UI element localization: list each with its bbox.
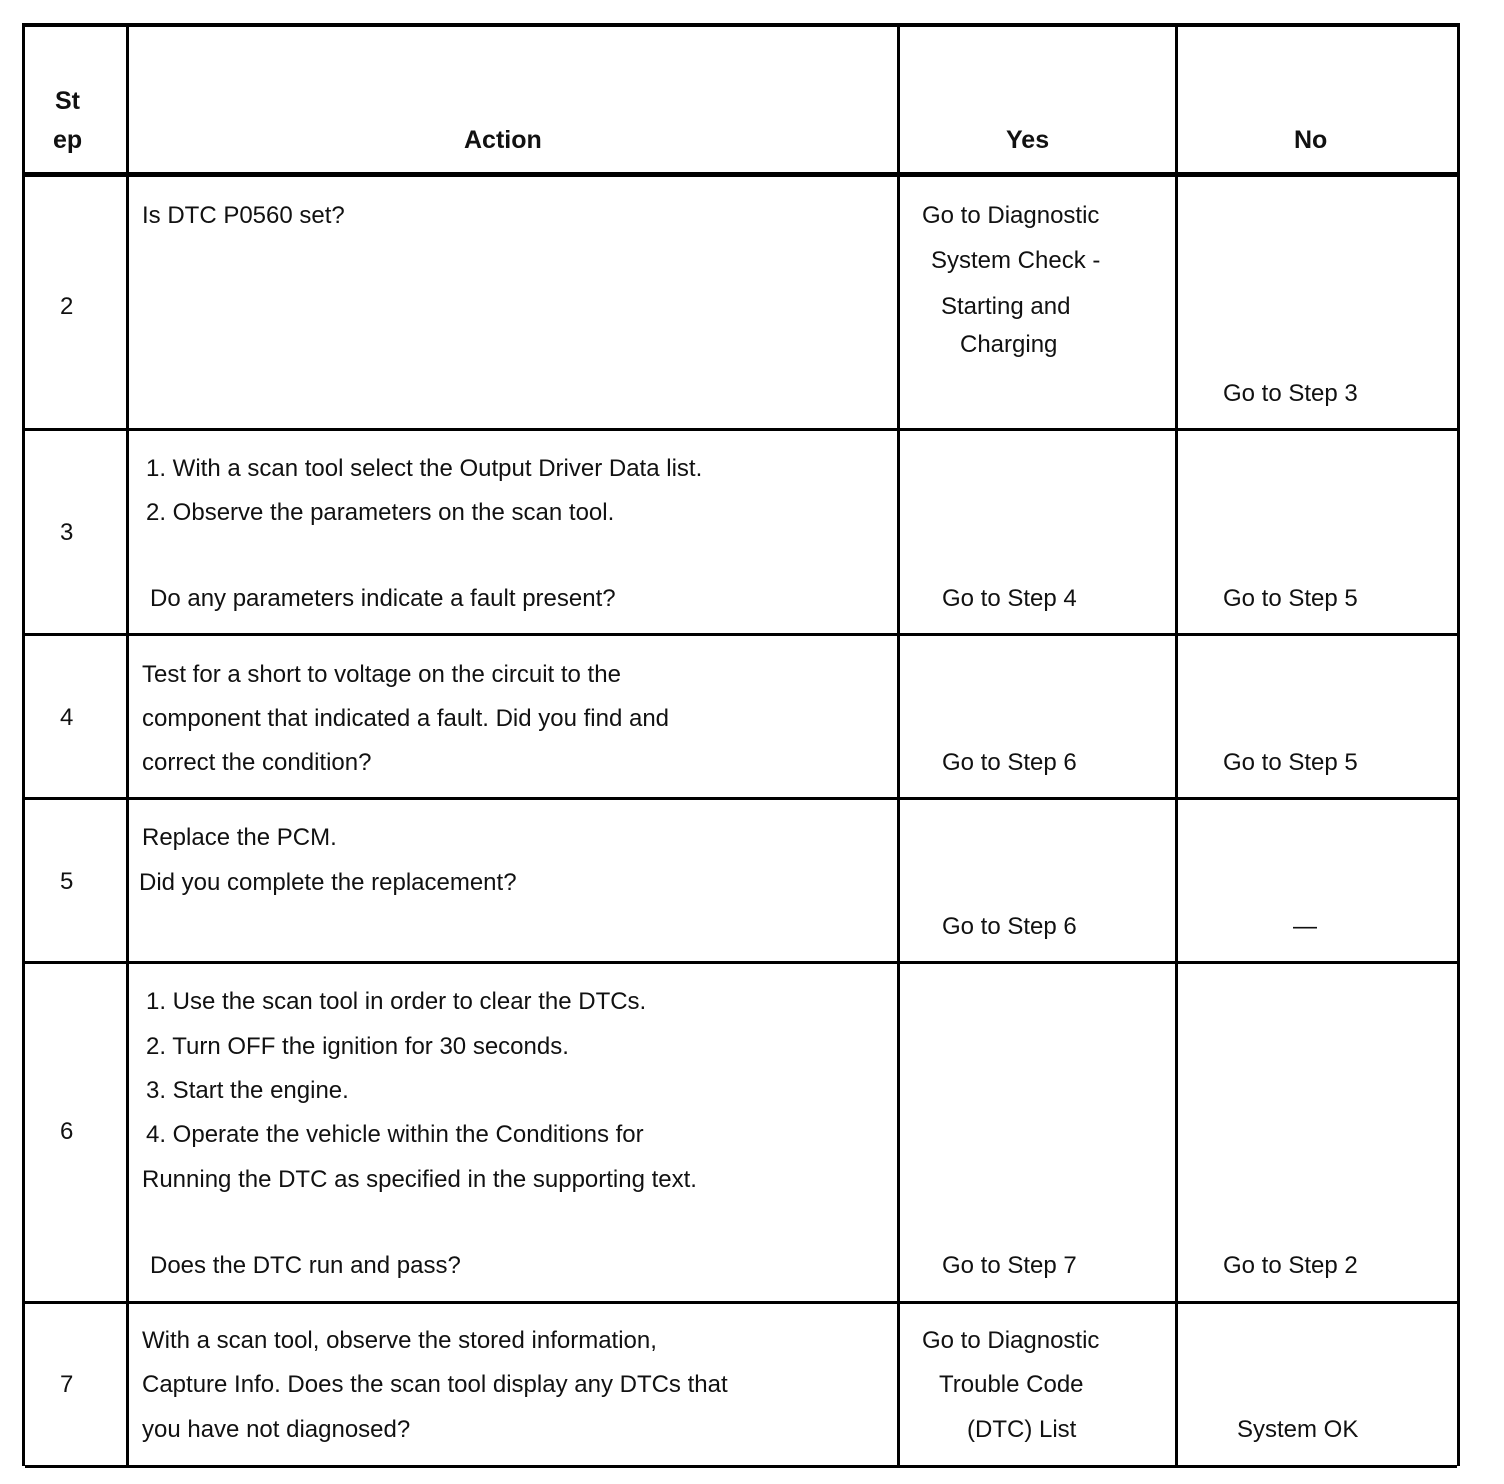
action-text: Test for a short to voltage on the circuit to the	[142, 661, 621, 688]
yes-text: Go to Step 6	[942, 749, 1077, 776]
no-text: Go to Step 2	[1223, 1252, 1358, 1279]
yes-text: (DTC) List	[967, 1416, 1077, 1443]
header-divider	[25, 172, 1457, 177]
action-text: 3. Start the engine.	[146, 1077, 349, 1104]
step-number: 5	[60, 868, 74, 895]
action-text: Running the DTC as specified in the supporting text.	[142, 1166, 697, 1193]
row-divider	[25, 633, 1457, 636]
action-text: Does the DTC run and pass?	[150, 1252, 461, 1279]
yes-text: Charging	[960, 331, 1058, 358]
yes-text: Go to Step 6	[942, 913, 1077, 940]
diagnostic-table	[22, 23, 1460, 1466]
action-text: 2. Observe the parameters on the scan tool.	[146, 499, 615, 526]
yes-text: Go to Step 4	[942, 585, 1077, 612]
yes-text: Trouble Code	[939, 1371, 1084, 1398]
step-number: 2	[60, 293, 74, 320]
action-text: 2. Turn OFF the ignition for 30 seconds.	[146, 1033, 569, 1060]
header-action: Action	[464, 126, 542, 154]
row-divider	[25, 961, 1457, 964]
column-divider	[126, 27, 129, 1466]
step-number: 3	[60, 519, 74, 546]
header-step-line1: St	[55, 87, 80, 115]
yes-text: Starting and	[941, 293, 1071, 320]
action-text: 4. Operate the vehicle within the Conditions for	[146, 1121, 644, 1148]
column-divider	[1175, 27, 1178, 1466]
no-text: Go to Step 3	[1223, 380, 1358, 407]
action-text: Is DTC P0560 set?	[142, 202, 345, 229]
row-divider	[25, 428, 1457, 431]
action-text: correct the condition?	[142, 749, 372, 776]
action-text: component that indicated a fault. Did you find and	[142, 705, 670, 732]
action-text: Do any parameters indicate a fault present?	[150, 585, 616, 612]
row-divider	[25, 1301, 1457, 1304]
no-text: —	[1293, 913, 1317, 940]
action-text: 1. With a scan tool select the Output Driver Data list.	[146, 455, 703, 482]
header-yes: Yes	[1006, 126, 1050, 154]
no-text: Go to Step 5	[1223, 585, 1358, 612]
column-divider	[897, 27, 900, 1466]
row-divider	[25, 797, 1457, 800]
action-text: you have not diagnosed?	[142, 1416, 411, 1443]
yes-text: Go to Diagnostic	[922, 1327, 1100, 1354]
step-number: 4	[60, 704, 74, 731]
header-no: No	[1294, 126, 1328, 154]
row-divider	[25, 1465, 1457, 1468]
action-text: Replace the PCM.	[142, 824, 337, 851]
action-text: With a scan tool, observe the stored information,	[142, 1327, 657, 1354]
header-step-line2: ep	[53, 126, 83, 154]
step-number: 6	[60, 1118, 74, 1145]
no-text: System OK	[1237, 1416, 1359, 1443]
yes-text: System Check -	[931, 247, 1101, 274]
action-text: Did you complete the replacement?	[139, 869, 517, 896]
step-number: 7	[60, 1371, 74, 1398]
action-text: Capture Info. Does the scan tool display any DTCs that	[142, 1371, 728, 1398]
yes-text: Go to Diagnostic	[922, 202, 1100, 229]
no-text: Go to Step 5	[1223, 749, 1358, 776]
action-text: 1. Use the scan tool in order to clear the DTCs.	[146, 988, 647, 1015]
yes-text: Go to Step 7	[942, 1252, 1077, 1279]
